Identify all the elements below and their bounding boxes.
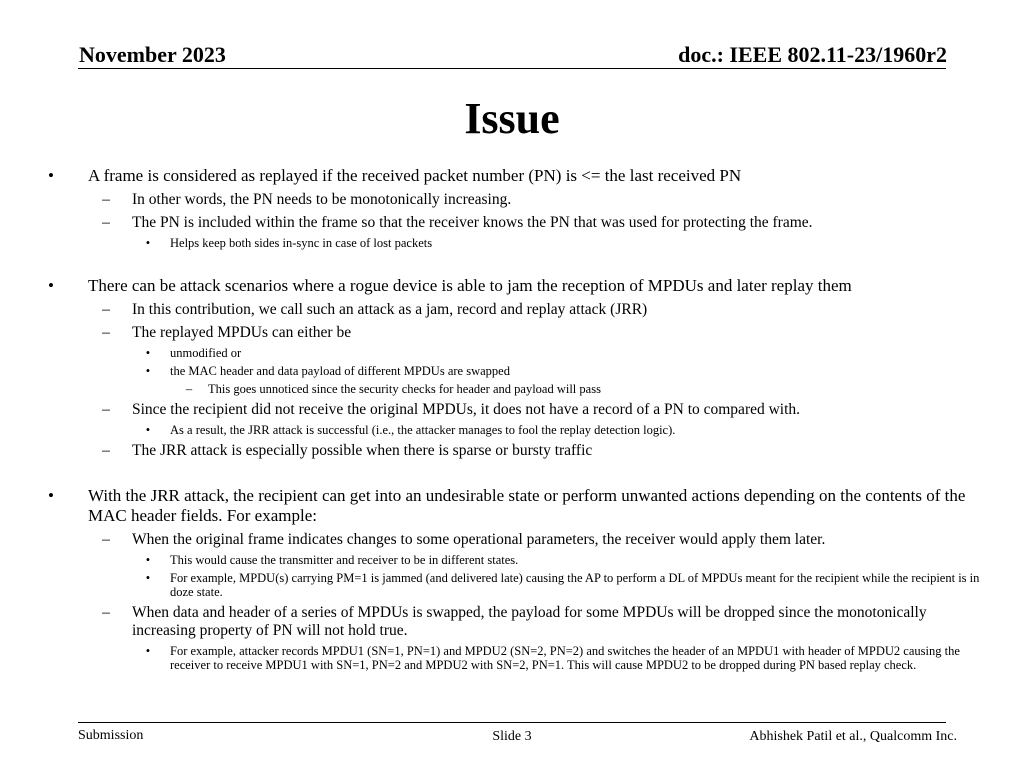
footer-rule <box>78 722 946 723</box>
bullet-marker: • <box>145 571 151 585</box>
bullet-item <box>45 324 980 342</box>
bullet-text: In other words, the PN needs to be monotonically increasing. <box>132 191 512 208</box>
header-doc-id: doc.: IEEE 802.11-23/1960r2 <box>678 42 947 67</box>
bullet-text: As a result, the JRR attack is successful (i.e., the attacker manages to fool the replay detection logic). <box>170 423 676 437</box>
bullet-item <box>45 571 980 599</box>
bullet-marker: • <box>145 644 151 658</box>
bullet-item <box>45 531 980 549</box>
bullet-item <box>45 191 980 209</box>
header-date: November 2023 <box>79 42 226 67</box>
bullet-marker: • <box>48 486 54 505</box>
bullet-marker: • <box>48 166 54 185</box>
footer-submission: Submission <box>78 728 144 743</box>
slide-body <box>45 164 980 672</box>
dash-marker: – <box>102 531 110 548</box>
bullet-marker: • <box>145 423 151 437</box>
bullet-item <box>45 382 980 396</box>
dash-marker: – <box>102 401 110 418</box>
bullet-item <box>45 604 980 640</box>
bullet-item <box>45 346 980 360</box>
bullet-text: The PN is included within the frame so that the receiver knows the PN that was used for protecting the frame. <box>132 214 813 231</box>
bullet-text: When the original frame indicates changes to some operational parameters, the receiver would apply them later. <box>132 531 826 548</box>
bullet-text: unmodified or <box>170 346 242 360</box>
bullet-marker: • <box>145 236 151 250</box>
dash-marker: – <box>102 191 110 208</box>
bullet-item <box>45 364 980 378</box>
bullet-item <box>45 423 980 437</box>
bullet-text: A frame is considered as replayed if the received packet number (PN) is <= the last received PN <box>88 166 742 185</box>
slide-title: Issue <box>464 94 560 143</box>
bullet-text: Helps keep both sides in-sync in case of lost packets <box>170 236 433 250</box>
bullet-item <box>45 236 980 250</box>
bullet-item <box>45 644 980 672</box>
bullet-text: This goes unnoticed since the security checks for header and payload will pass <box>208 382 601 396</box>
bullet-text: In this contribution, we call such an attack as a jam, record and replay attack (JRR) <box>132 301 648 318</box>
bullet-item <box>45 401 980 419</box>
bullet-marker: • <box>48 276 54 295</box>
bullet-item <box>45 553 980 567</box>
bullet-text: With the JRR attack, the recipient can get into an undesirable state or perform unwanted actions depending on the contents of the MAC header fields. For example: <box>88 486 966 525</box>
bullet-text: The replayed MPDUs can either be <box>132 324 352 341</box>
header-rule <box>78 68 946 69</box>
bullet-item <box>45 166 980 186</box>
bullet-marker: • <box>145 346 151 360</box>
bullet-item <box>45 301 980 319</box>
bullet-text: When data and header of a series of MPDUs is swapped, the payload for some MPDUs will be dropped since the monotonically increasing property of PN will not hold true. <box>132 604 927 639</box>
bullet-marker: • <box>145 553 151 567</box>
footer-slide-number: Slide 3 <box>492 729 532 744</box>
bullet-text: There can be attack scenarios where a rogue device is able to jam the reception of MPDUs and later replay them <box>88 276 852 295</box>
bullet-text: The JRR attack is especially possible when there is sparse or bursty traffic <box>132 442 593 459</box>
bullet-text: For example, attacker records MPDU1 (SN=1, PN=1) and MPDU2 (SN=2, PN=2) and switches the header of an MPDU1 with header of MPDU2 causing the receiver to receive MPDU1 with SN=1, PN=2 and MPDU2 with SN=2, PN=1. This will cause MPDU2 to be dropped during PN based replay check. <box>170 644 960 672</box>
bullet-text: This would cause the transmitter and receiver to be in different states. <box>170 553 519 567</box>
dash-marker: – <box>102 301 110 318</box>
bullet-marker: • <box>145 364 151 378</box>
bullet-item <box>45 486 980 526</box>
dash-marker: – <box>102 442 110 459</box>
dash-marker: – <box>102 604 110 621</box>
dash-marker: – <box>102 214 110 231</box>
bullet-text: the MAC header and data payload of different MPDUs are swapped <box>170 364 510 378</box>
bullet-text: Since the recipient did not receive the original MPDUs, it does not have a record of a PN to compared with. <box>132 401 801 418</box>
bullet-text: For example, MPDU(s) carrying PM=1 is jammed (and delivered late) causing the AP to perform a DL of MPDUs meant for the recipient while the recipient is in doze state. <box>170 571 980 599</box>
bullet-item <box>45 276 980 296</box>
dash-marker: – <box>185 382 193 396</box>
footer-authors: Abhishek Patil et al., Qualcomm Inc. <box>749 729 957 744</box>
bullet-item <box>45 214 980 232</box>
bullet-item <box>45 442 980 460</box>
dash-marker: – <box>102 324 110 341</box>
